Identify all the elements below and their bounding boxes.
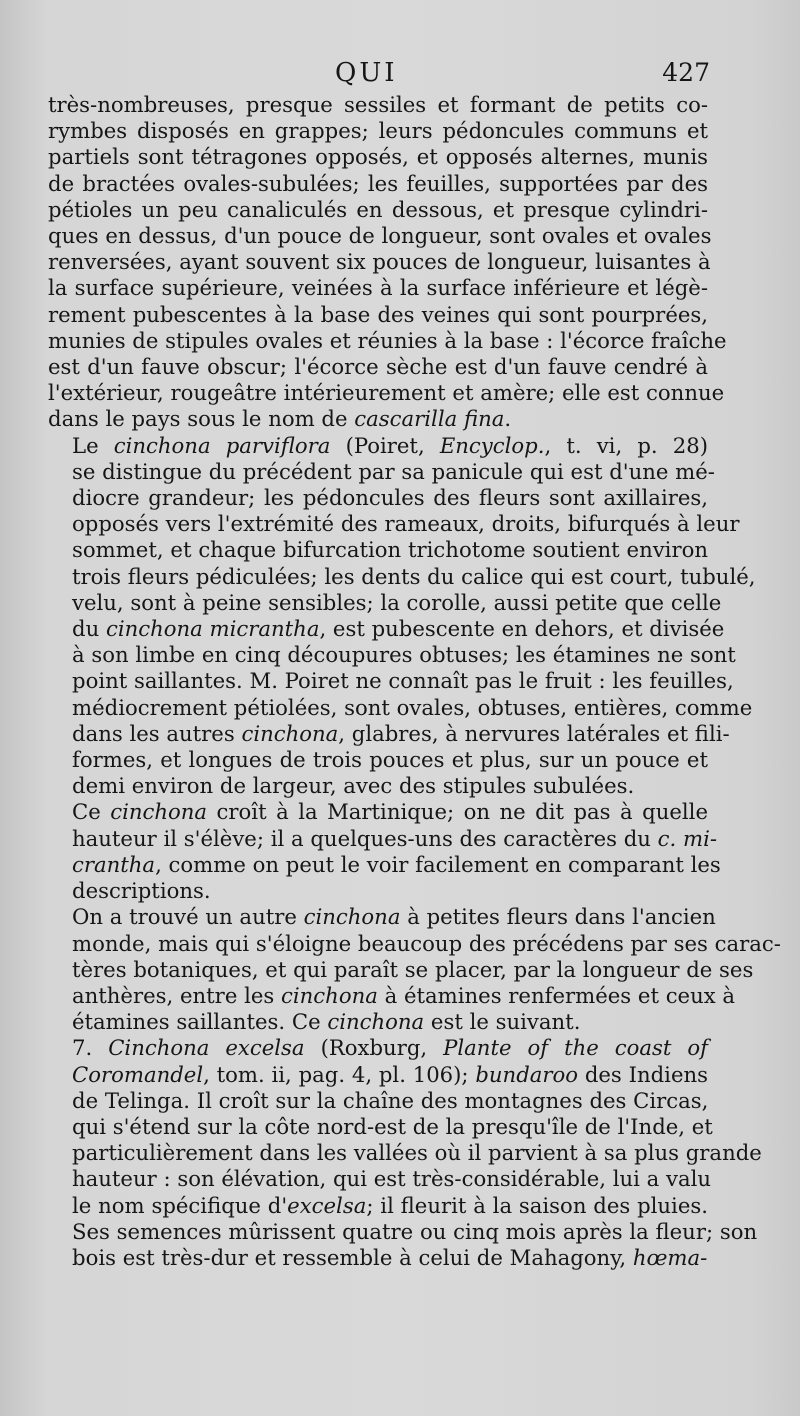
text-line: Coromandel, tom. ii, pag. 4, pl. 106); bundaroo des Indiens: [72, 1061, 709, 1087]
text-line: hauteur : son élévation, qui est très-considérable, lui a valu: [72, 1166, 712, 1192]
text-line: rymbes disposés en grappes; leurs pédoncules communs et: [48, 118, 708, 144]
text-line: Ce cinchona croît à la Martinique; on ne dit pas à quelle: [72, 799, 708, 825]
text-line: l'extérieur, rougeâtre intérieurement et amère; elle est connue: [48, 380, 725, 406]
paragraph: [48, 432, 756, 800]
text-line: est d'un fauve obscur; l'écorce sèche est d'un fauve cendré à: [48, 354, 708, 380]
text-line: ques en dessus, d'un pouce de longueur, sont ovales et ovales: [48, 223, 712, 249]
text-line: trois fleurs pédiculées; les dents du calice qui est court, tubulé,: [72, 563, 756, 589]
text-line: qui s'étend sur la côte nord-est de la presqu'île de l'Inde, et: [72, 1113, 713, 1139]
text-line: hauteur il s'élève; il a quelques-uns des caractères du c. mi-: [72, 825, 718, 851]
page-header: [0, 58, 800, 92]
text-line: dans le pays sous le nom de cascarilla fina.: [48, 406, 512, 432]
text-line: particulièrement dans les vallées où il parvient à sa plus grande: [72, 1140, 762, 1166]
text-line: très-nombreuses, presque sessiles et formant de petits co-: [48, 92, 708, 117]
text-line: descriptions.: [72, 878, 211, 904]
text-line: opposés vers l'extrémité des rameaux, droits, bifurqués à leur: [72, 511, 740, 537]
text-line: de bractées ovales-subulées; les feuilles, supportées par des: [48, 170, 708, 196]
text-line: tères botaniques, et qui paraît se placer, par la longueur de ses: [72, 956, 754, 982]
text-line: velu, sont à peine sensibles; la corolle, aussi petite que celle: [72, 589, 722, 615]
text-line: se distingue du précédent par sa panicule qui est d'une mé-: [72, 458, 715, 484]
page-body-text: [48, 92, 781, 1271]
paragraph: [48, 799, 721, 904]
text-line: à son limbe en cinq découpures obtuses; les étamines ne sont: [72, 642, 736, 668]
text-line: sommet, et chaque bifurcation trichotome soutient environ: [72, 537, 708, 563]
text-line: demi environ de largeur, avec des stipules subulées.: [72, 773, 635, 799]
text-line: du cinchona micrantha, est pubescente en dehors, et divisée: [72, 616, 725, 642]
text-line: crantha, comme on peut le voir facilement en comparant les: [72, 851, 721, 877]
text-line: médiocrement pétiolées, sont ovales, obtuses, entières, comme: [72, 694, 753, 720]
text-line: Ses semences mûrissent quatre ou cinq mois après la fleur; son: [72, 1218, 758, 1244]
text-line: anthères, entre les cinchona à étamines renfermées et ceux à: [72, 982, 736, 1008]
text-line: Le cinchona parviflora (Poiret, Encyclop., t. vi, p. 28): [72, 432, 708, 458]
text-line: partiels sont tétragones opposés, et opposés alternes, munis: [48, 144, 708, 170]
text-line: point saillantes. M. Poiret ne connaît pas le fruit : les feuilles,: [72, 668, 734, 694]
text-line: bois est très-dur et ressemble à celui de Mahagony, hœma-: [72, 1244, 708, 1270]
text-line: On a trouvé un autre cinchona à petites fleurs dans l'ancien: [72, 904, 716, 930]
text-line: monde, mais qui s'éloigne beaucoup des précédens par ses carac-: [72, 930, 781, 956]
text-line: étamines saillantes. Ce cinchona est le suivant.: [72, 1009, 581, 1035]
running-head: QUI: [335, 58, 398, 88]
text-line: pétioles un peu canaliculés en dessous, et presque cylindri-: [48, 196, 708, 222]
text-line: munies de stipules ovales et réunies à la base : l'écorce fraîche: [48, 327, 727, 353]
paragraph: [48, 904, 781, 1035]
text-line: formes, et longues de trois pouces et plus, sur un pouce et: [72, 747, 708, 773]
paragraph: [48, 1035, 762, 1271]
text-line: 7. Cinchona excelsa (Roxburg, Plante of the coast of: [72, 1035, 709, 1061]
paragraph: [48, 92, 727, 433]
text-line: diocre grandeur; les pédoncules des fleurs sont axillaires,: [72, 485, 708, 511]
text-line: renversées, ayant souvent six pouces de longueur, luisantes à: [48, 249, 711, 275]
page-number: 427: [662, 58, 710, 87]
text-line: dans les autres cinchona, glabres, à nervures latérales et fili-: [72, 720, 730, 746]
text-line: la surface supérieure, veinées à la surface inférieure et légè-: [48, 275, 708, 301]
text-line: le nom spécifique d'excelsa; il fleurit à la saison des pluies.: [72, 1192, 708, 1218]
text-line: de Telinga. Il croît sur la chaîne des montagnes des Circas,: [72, 1087, 709, 1113]
text-line: rement pubescentes à la base des veines qui sont pourprées,: [48, 301, 708, 327]
